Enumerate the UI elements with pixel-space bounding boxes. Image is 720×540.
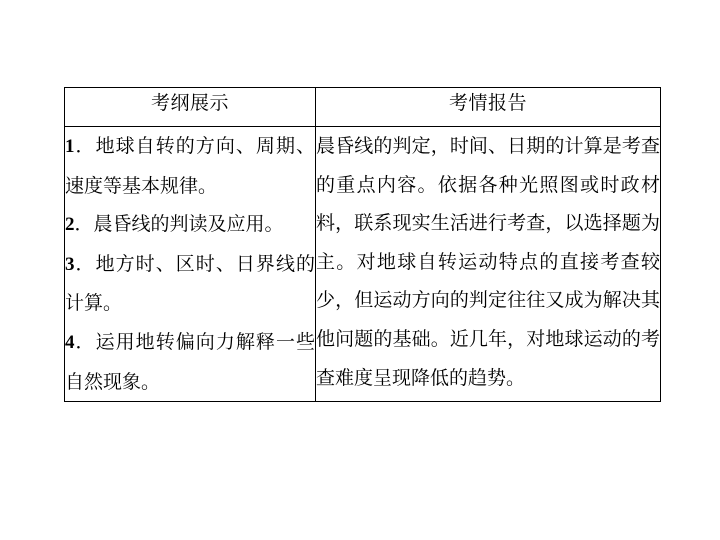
item-number: 1 (65, 136, 75, 157)
table-header-row (65, 88, 661, 127)
header-syllabus: 考纲展示 (65, 88, 316, 127)
exam-info-table (64, 87, 661, 402)
item-separator: ． (74, 252, 96, 275)
syllabus-item-1 (65, 127, 315, 205)
item-text: 地方时、区时、日界线的计算。 (65, 252, 315, 315)
syllabus-cell (65, 127, 316, 402)
syllabus-item-3 (65, 245, 315, 323)
report-cell: 晨昏线的判定，时间、日期的计算是考查的重点内容。依据各种光照图或时政材料，联系现实生活进行考查，以选择题为主。对地球自转运动特点的直接考查较少，但运动方向的判定往往又成为解决其他问题的基础。近几年，对地球运动的考查难度呈现降低的趋势。 (316, 127, 661, 402)
item-separator: ． (74, 135, 96, 157)
syllabus-item-4 (65, 323, 315, 401)
item-text: 地球自转的方向、周期、速度等基本规律。 (65, 135, 315, 197)
syllabus-item-2 (65, 205, 315, 245)
header-report: 考情报告 (316, 88, 661, 127)
table-row (65, 127, 661, 402)
item-text: 晨昏线的判读及应用。 (93, 213, 284, 236)
item-separator: ． (74, 213, 94, 236)
item-separator: ． (74, 330, 96, 353)
item-number: 3 (65, 253, 75, 275)
item-number: 4 (65, 331, 75, 353)
item-text: 运用地转偏向力解释一些自然现象。 (65, 330, 315, 393)
item-number: 2 (65, 214, 75, 236)
